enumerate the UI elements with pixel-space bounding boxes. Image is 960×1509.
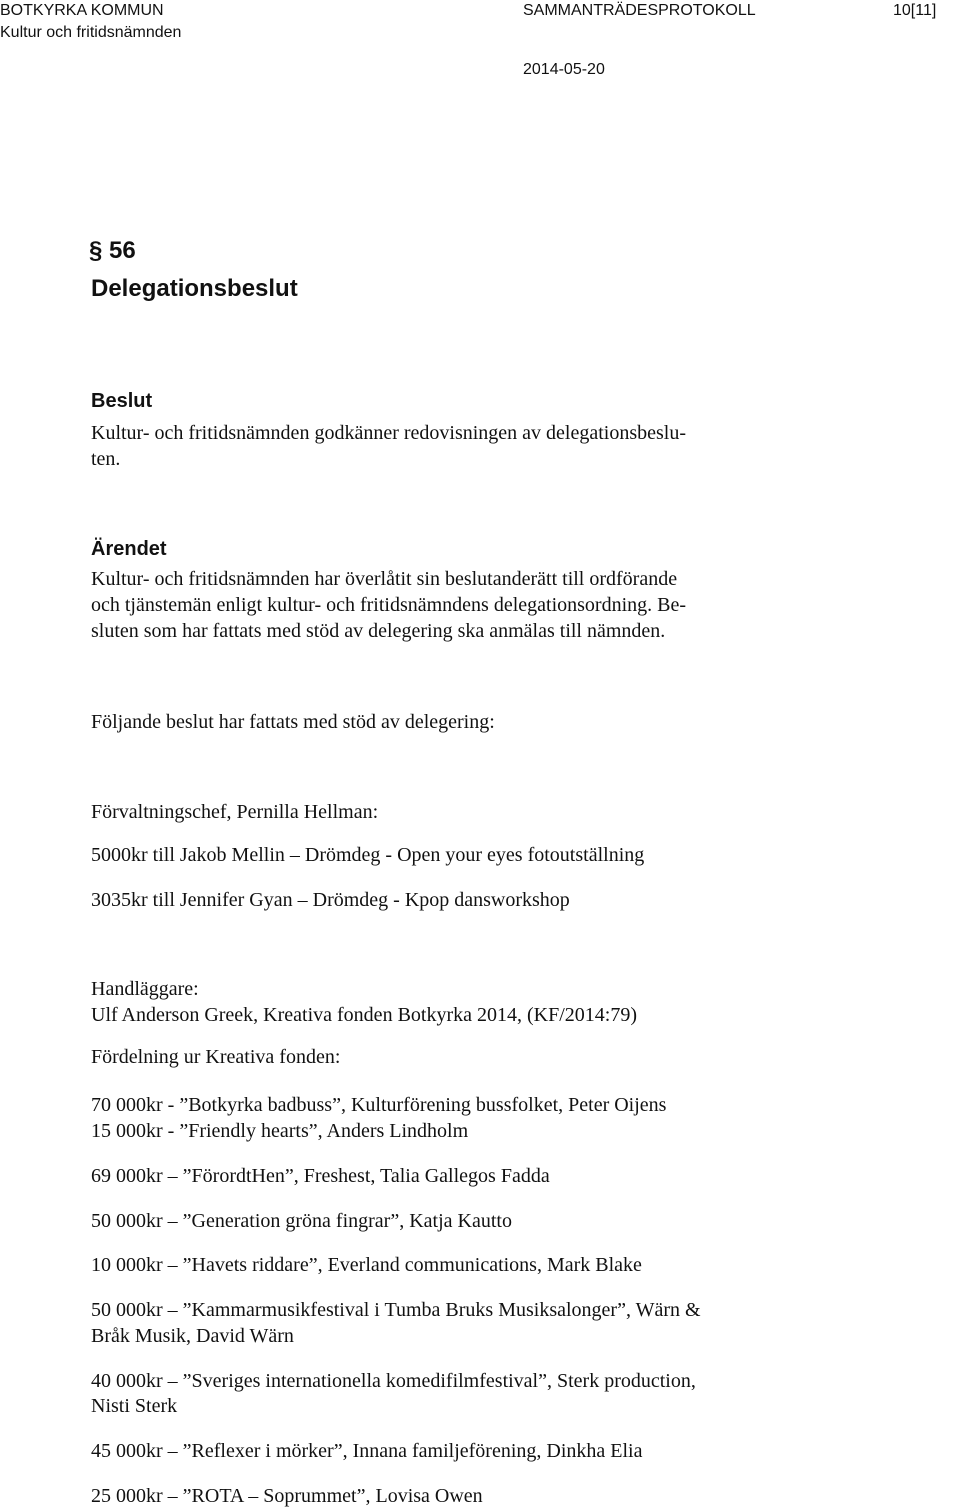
handlaggare-heading: Handläggare: <box>91 978 199 1000</box>
section-number <box>89 234 136 268</box>
grant-line: 69 000kr – ”FörordtHen”, Freshest, Talia Gallegos Fadda <box>91 1165 550 1187</box>
beslut-heading: Beslut <box>91 390 153 412</box>
org-name: BOTKYRKA KOMMUN <box>0 2 164 19</box>
arendet-line: och tjänstemän enligt kultur- och fritidsnämndens delegationsordning. Be- <box>91 594 687 616</box>
fordelning-heading: Fördelning ur Kreativa fonden: <box>91 1046 341 1068</box>
handlaggare-line: Ulf Anderson Greek, Kreativa fonden Botkyrka 2014, (KF/2014:79) <box>91 1004 637 1026</box>
arendet-heading: Ärendet <box>91 538 167 560</box>
grant-line: Nisti Sterk <box>91 1395 178 1417</box>
grant-line: 50 000kr – ”Generation gröna fingrar”, Katja Kautto <box>91 1210 512 1232</box>
grant-line: 10 000kr – ”Havets riddare”, Everland communications, Mark Blake <box>91 1254 642 1276</box>
document-type: SAMMANTRÄDESPROTOKOLL <box>523 2 756 19</box>
page-number: 10[11] <box>893 2 937 19</box>
paragraph-symbol: § <box>89 237 103 264</box>
grant-line: 15 000kr - ”Friendly hearts”, Anders Lindholm <box>91 1120 469 1142</box>
chef-heading: Förvaltningschef, Pernilla Hellman: <box>91 801 379 823</box>
beslut-line: Kultur- och fritidsnämnden godkänner redovisningen av delegationsbeslu- <box>91 422 686 444</box>
beslut-line: ten. <box>91 448 121 470</box>
grant-line: 50 000kr – ”Kammarmusikfestival i Tumba Bruks Musiksalonger”, Wärn & <box>91 1299 701 1321</box>
chef-decision: 5000kr till Jakob Mellin – Drömdeg - Open your eyes fotoutställning <box>91 844 645 866</box>
delegation-intro: Följande beslut har fattats med stöd av delegering: <box>91 711 495 733</box>
arendet-line: Kultur- och fritidsnämnden har överlåtit sin beslutanderätt till ordförande <box>91 568 678 590</box>
committee-name: Kultur och fritidsnämnden <box>0 24 182 41</box>
grant-line: 45 000kr – ”Reflexer i mörker”, Innana familjeförening, Dinkha Elia <box>91 1440 643 1462</box>
section-title: Delegationsbeslut <box>91 275 298 302</box>
grant-line: Bråk Musik, David Wärn <box>91 1325 294 1347</box>
arendet-line: sluten som har fattats med stöd av delegering ska anmälas till nämnden. <box>91 620 666 642</box>
chef-decision: 3035kr till Jennifer Gyan – Drömdeg - Kpop dansworkshop <box>91 889 570 911</box>
grant-line: 70 000kr - ”Botkyrka badbuss”, Kulturförening bussfolket, Peter Oijens <box>91 1094 667 1116</box>
meeting-date: 2014-05-20 <box>523 61 605 78</box>
section-number-value: 56 <box>109 237 136 264</box>
grant-line: 40 000kr – ”Sveriges internationella komedifilmfestival”, Sterk production, <box>91 1370 696 1392</box>
grant-line: 25 000kr – ”ROTA – Soprummet”, Lovisa Owen <box>91 1485 483 1507</box>
